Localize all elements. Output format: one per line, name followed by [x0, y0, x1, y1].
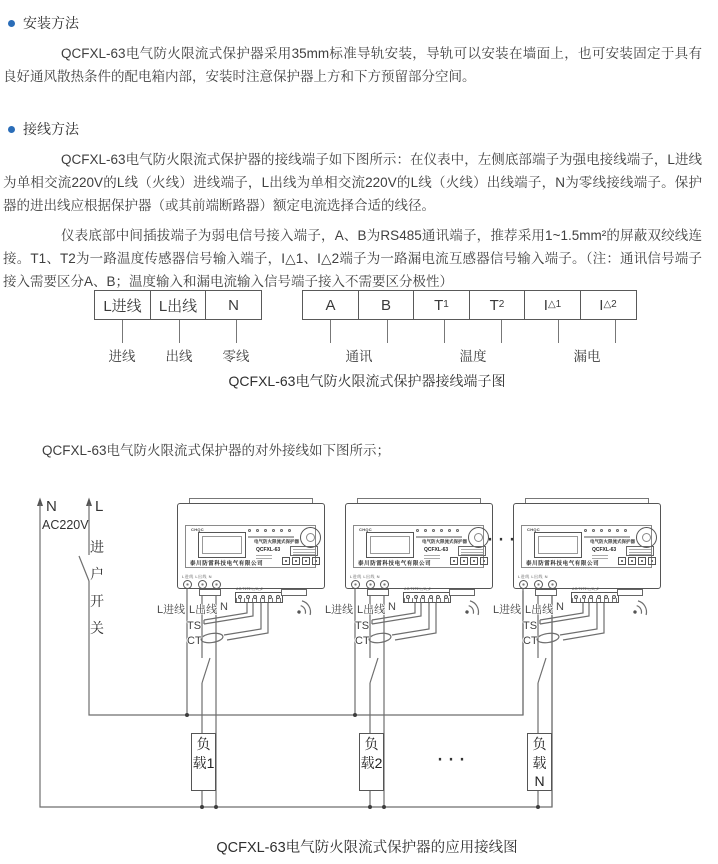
- group-tag: 通讯: [345, 349, 373, 364]
- install-paragraph: QCFXL-63电气防火限流式保护器采用35mm标准导轨安装，导轨可以安装在墙面上，也可安装固定于具有良好通风散热条件的配电箱内部，安装时注意保护器上方和下方预留部分空间。: [3, 46, 702, 84]
- ts-label: TS: [523, 620, 538, 632]
- device-model: QCFXL-63: [256, 547, 281, 553]
- din-clip: [199, 589, 221, 596]
- led-caption-bar: [416, 536, 462, 538]
- wire-n-label: N: [220, 601, 228, 613]
- install-heading-text: 安装方法: [23, 15, 79, 31]
- pin-tag: 进线: [108, 349, 136, 364]
- din-clip: [535, 589, 557, 596]
- load-box-n: 负载N: [527, 733, 552, 791]
- din-clip: [281, 589, 307, 596]
- led-caption-bar: [584, 536, 630, 538]
- terminal-cell: [358, 290, 415, 320]
- lcd-screen: [202, 536, 242, 554]
- leader-line: [615, 320, 616, 343]
- spec-line: [592, 555, 608, 556]
- wiring-paragraph-1: QCFXL-63电气防火限流式保护器的接线端子如下图所示：在仪表中，左侧底部端子为强电接线端子，L进线为单相交流220V的L线（火线）进线端子，L出线为单相交流220V的L线（火线）出线端子，N为零线接线端子。保护器的进出线应根据保护器（或其前端断路器）额定电流选择合适的线径。: [3, 152, 702, 213]
- lcd-screen: [370, 536, 410, 554]
- section-heading-wiring: [8, 119, 718, 139]
- terminal-row-labels: L进线 L出线 N: [182, 574, 213, 579]
- leader-line: [236, 320, 237, 343]
- lcd-screen: [538, 536, 578, 554]
- pin-tag: 出线: [165, 349, 193, 364]
- load-box-1: 负载1: [191, 733, 216, 791]
- terminal-cell: [413, 290, 470, 320]
- screw-terminal: [351, 580, 360, 589]
- screw-terminal: [534, 580, 543, 589]
- din-clip: [449, 589, 475, 596]
- connector-labels: A B T1T2 I△1I△2: [572, 587, 599, 591]
- wire-out-label: L出线: [357, 604, 386, 616]
- terminal-cell: [580, 290, 637, 320]
- ct-label: CT: [187, 635, 202, 647]
- signal-connector: [235, 592, 283, 603]
- application-wiring-diagram: [0, 492, 718, 864]
- terminal-diagram-caption: QCFXL-63电气防火限流式保护器接线端子图: [228, 373, 506, 389]
- bullet-icon: [8, 126, 15, 133]
- protector-device: [177, 498, 325, 604]
- spec-line: [256, 555, 272, 556]
- screw-terminal: [183, 580, 192, 589]
- terminal-label: L出线: [158, 297, 198, 315]
- panel-buttons: [618, 557, 658, 565]
- terminal-sub: 2: [498, 299, 505, 310]
- device-title: 电气防火限流式保护器: [422, 539, 467, 544]
- wire-in-label: L进线: [325, 604, 354, 616]
- device-title: 电气防火限流式保护器: [254, 539, 299, 544]
- terminal-label: L进线: [103, 297, 142, 315]
- ct-label: CT: [355, 635, 370, 647]
- leader-line: [330, 320, 331, 343]
- brand-logo: CHQC: [191, 527, 204, 532]
- ct-label: CT: [523, 635, 538, 647]
- protector-device-2: [345, 498, 493, 604]
- company-name: 泰川防雷科技电气有限公司: [358, 561, 432, 567]
- nav-dial-icon: [636, 527, 657, 548]
- group-tag: 温度: [459, 349, 487, 364]
- brand-logo: CHQC: [359, 527, 372, 532]
- terminal-diagram: [0, 283, 718, 408]
- load-switch-blade: [202, 658, 210, 683]
- terminal-cell: [94, 290, 151, 320]
- leader-line: [444, 320, 445, 343]
- wiring-heading-text: 接线方法: [23, 121, 79, 137]
- screw-terminal: [198, 580, 207, 589]
- leader-line: [501, 320, 502, 343]
- signal-connector: [571, 592, 619, 603]
- load-ellipsis: ···: [436, 745, 469, 772]
- application-diagram-caption: QCFXL-63电气防火限流式保护器的应用接线图: [216, 840, 518, 856]
- connector-labels: A B T1T2 I△1I△2: [404, 587, 431, 591]
- device-lcd: [534, 532, 582, 558]
- protector-device: [345, 498, 493, 604]
- led-indicators: [416, 529, 466, 532]
- protector-device: [513, 498, 661, 604]
- spec-line: [424, 555, 440, 556]
- connector-labels: A B T1T2 I△1I△2: [236, 587, 263, 591]
- entry-switch-blade: [79, 556, 89, 581]
- ct-ring: [200, 632, 223, 644]
- device-ellipsis: ···: [486, 525, 519, 552]
- brand-logo: CHQC: [527, 527, 540, 532]
- screw-terminal: [212, 580, 221, 589]
- terminal-label: B: [380, 296, 391, 314]
- entry-switch-label: 进户开关: [90, 539, 104, 636]
- voltage-label: AC220V: [42, 518, 89, 532]
- bullet-icon: [8, 20, 15, 27]
- signal-terminal-strip: [302, 290, 637, 320]
- wire-in-label: L进线: [157, 604, 186, 616]
- terminal-label: N: [228, 296, 239, 314]
- led-caption-bar: [248, 536, 294, 538]
- terminal-label: T: [434, 296, 444, 314]
- leader-line: [387, 320, 388, 343]
- protector-device-3: [513, 498, 661, 604]
- terminal-row-labels: L进线 L出线 N: [518, 574, 549, 579]
- wire-out-label: L出线: [189, 604, 218, 616]
- company-name: 泰川防雷科技电气有限公司: [526, 561, 600, 567]
- terminal-label: T: [489, 296, 499, 314]
- panel-buttons: [450, 557, 490, 565]
- terminal-label: I: [599, 296, 604, 314]
- led-indicators: [584, 529, 634, 532]
- wire-n-label: N: [556, 601, 564, 613]
- terminal-cell: [469, 290, 526, 320]
- company-name: 泰川防雷科技电气有限公司: [190, 561, 264, 567]
- nav-dial-icon: [300, 527, 321, 548]
- rating-label-box: [626, 546, 654, 556]
- led-indicators: [248, 529, 298, 532]
- pin-tag: 零线: [222, 349, 250, 364]
- terminal-row-labels: L进线 L出线 N: [350, 574, 381, 579]
- signal-connector: [403, 592, 451, 603]
- terminal-sub: △2: [603, 299, 617, 310]
- device-model: QCFXL-63: [424, 547, 449, 553]
- ts-label: TS: [355, 620, 370, 632]
- device-lcd: [366, 532, 414, 558]
- terminal-label: A: [325, 296, 336, 314]
- device-lcd: [198, 532, 246, 558]
- terminal-cell: [205, 290, 262, 320]
- ts-label: TS: [187, 620, 202, 632]
- load-box-2: 负载2: [359, 733, 384, 791]
- rating-label-box: [290, 546, 318, 556]
- wire-in-label: L进线: [493, 604, 522, 616]
- rating-label-box: [458, 546, 486, 556]
- screw-terminal: [366, 580, 375, 589]
- screw-terminal: [380, 580, 389, 589]
- device-model: QCFXL-63: [592, 547, 617, 553]
- device-title: 电气防火限流式保护器: [590, 539, 635, 544]
- wire-out-label: L出线: [525, 604, 554, 616]
- terminal-cell: [150, 290, 207, 320]
- phase-n-label: N: [46, 498, 57, 515]
- leader-line: [558, 320, 559, 343]
- group-tag: 漏电: [573, 349, 601, 364]
- application-intro-line: QCFXL-63电气防火限流式保护器的对外接线如下图所示；: [42, 443, 391, 458]
- din-clip: [617, 589, 643, 596]
- terminal-sub: 1: [443, 299, 449, 310]
- terminal-cell: [302, 290, 359, 320]
- power-terminal-strip: [94, 290, 262, 320]
- screw-terminal: [548, 580, 557, 589]
- wire-n-label: N: [388, 601, 396, 613]
- panel-buttons: [282, 557, 322, 565]
- section-heading-install: [8, 13, 718, 33]
- leader-line: [122, 320, 123, 343]
- screw-terminal: [519, 580, 528, 589]
- din-clip: [367, 589, 389, 596]
- phase-l-label: L: [95, 498, 104, 515]
- terminal-cell: [524, 290, 581, 320]
- leader-line: [179, 320, 180, 343]
- terminal-label: I: [543, 296, 548, 314]
- protector-device-1: [177, 498, 325, 604]
- terminal-sub: △1: [547, 299, 562, 310]
- document-body: [0, 0, 718, 293]
- wiring-paragraph-2: 仪表底部中间插拔端子为弱电信号接入端子，A、B为RS485通讯端子，推荐采用1~1.5mm²的屏蔽双绞线连接。T1、T2为一路温度传感器信号输入端子，I△1、I△2端子为一路漏电流互感器信号输入端子。（注：通讯信号端子接入需要区分A、B；温度输入和漏电流输入信号端子接入不需要区分极性）: [3, 228, 702, 289]
